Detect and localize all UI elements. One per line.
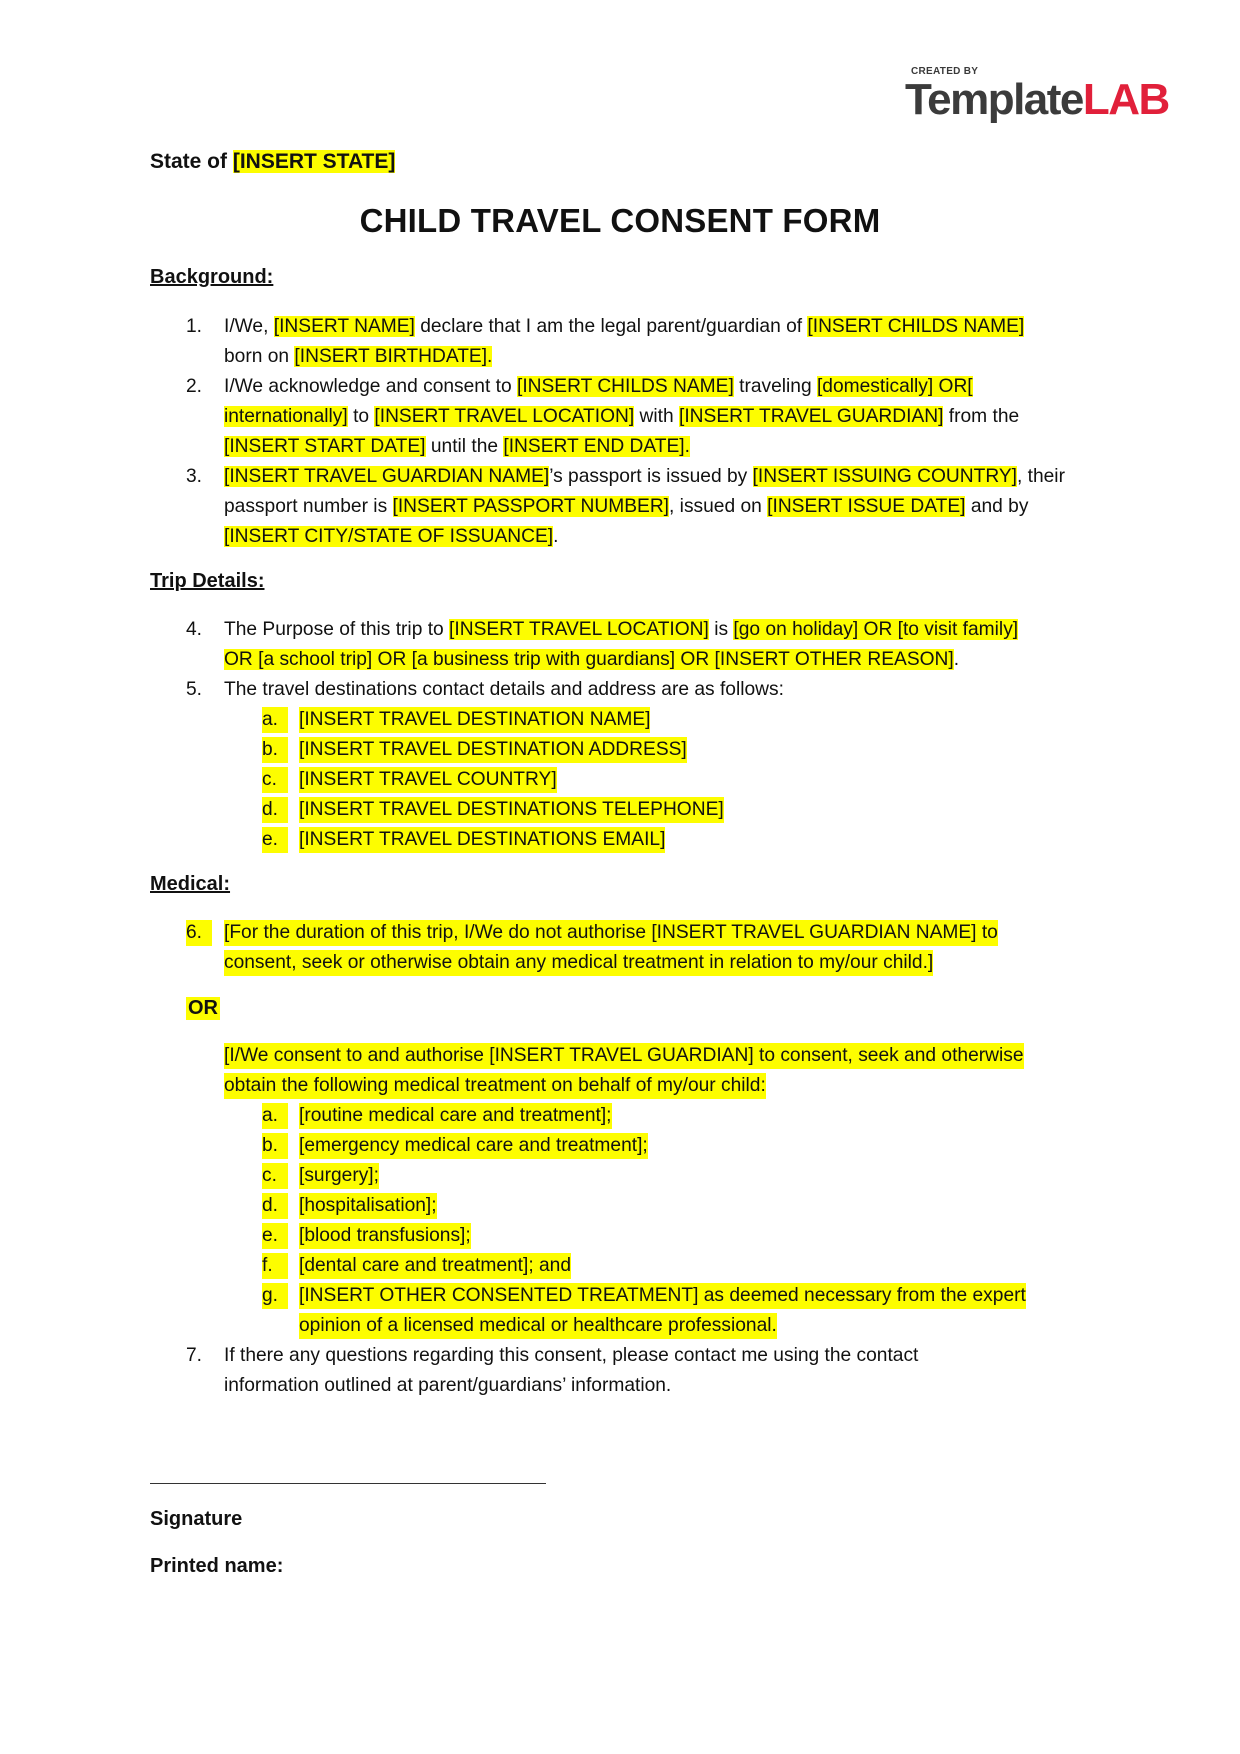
sub-text: [INSERT OTHER CONSENTED TREATMENT] as deemed necessary from the expert (299, 1283, 1026, 1309)
text-run: to (347, 406, 375, 427)
item-text (224, 464, 1065, 490)
placeholder-run: [INSERT TRAVEL LOCATION] (374, 406, 635, 427)
page-title: CHILD TRAVEL CONSENT FORM (359, 202, 881, 239)
placeholder-run: [INSERT NAME] (273, 316, 415, 337)
text-run: declare that I am the legal parent/guardian of (414, 316, 808, 337)
sub-letter: b. (262, 1133, 288, 1159)
item-text (224, 434, 690, 460)
sub-text: [surgery]; (299, 1163, 379, 1189)
heading-trip-details: Trip Details: (150, 570, 265, 592)
placeholder-run: [INSERT ISSUING COUNTRY] (752, 466, 1017, 487)
sub-letter: a. (262, 1103, 288, 1129)
sub-text: [INSERT TRAVEL COUNTRY] (299, 767, 557, 793)
item-text (224, 344, 492, 370)
text-run: born on (224, 346, 295, 367)
sub-text: [blood transfusions]; (299, 1223, 471, 1249)
item-text: obtain the following medical treatment on behalf of my/our child: (224, 1073, 766, 1099)
text-run: until the (425, 436, 504, 457)
sub-text: opinion of a licensed medical or healthcare professional. (299, 1313, 777, 1339)
logo-part-lab: LAB (1082, 75, 1169, 124)
text-run: is (708, 619, 734, 640)
or-separator: OR (188, 997, 218, 1019)
item-text: consent, seek or otherwise obtain any medical treatment in relation to my/our child.] (224, 950, 933, 976)
placeholder-run: [INSERT CHILDS NAME] (516, 376, 734, 397)
item-text: [For the duration of this trip, I/We do not authorise [INSERT TRAVEL GUARDIAN NAME] to (224, 920, 998, 946)
placeholder-run: [INSERT START DATE] (224, 436, 426, 457)
text-run: traveling (733, 376, 817, 397)
sub-text: [emergency medical care and treatment]; (299, 1133, 648, 1159)
placeholder-run: [go on holiday] OR [to visit family] (733, 619, 1019, 640)
logo-part-template: Template (905, 75, 1083, 124)
heading-medical: Medical: (150, 873, 231, 895)
item-number: 5. (186, 679, 203, 700)
logo-created-by: CREATED BY (911, 66, 979, 77)
item-number: 3. (186, 466, 203, 487)
item-text (224, 494, 1028, 520)
placeholder-run: [domestically] OR[ (816, 376, 973, 397)
text-run: , issued on (669, 496, 768, 517)
sub-text: [dental care and treatment]; and (299, 1253, 571, 1279)
placeholder-run: [INSERT TRAVEL GUARDIAN NAME] (224, 466, 550, 487)
placeholder-run: [INSERT TRAVEL LOCATION] (449, 619, 709, 640)
sub-letter: c. (262, 1163, 288, 1189)
placeholder-run: [INSERT CITY/STATE OF ISSUANCE] (224, 526, 554, 547)
sub-letter: c. (262, 767, 288, 793)
sub-letter: d. (262, 797, 288, 823)
templatelab-logo (905, 66, 1205, 128)
item-number: 6. (186, 920, 212, 946)
item-text: information outlined at parent/guardians’ information. (224, 1375, 672, 1396)
text-run: and by (965, 496, 1029, 517)
sub-letter: g. (262, 1283, 288, 1309)
item-number: 2. (186, 376, 203, 397)
item-text (224, 617, 1018, 643)
sub-letter: e. (262, 1223, 288, 1249)
item-text: [I/We consent to and authorise [INSERT TRAVEL GUARDIAN] to consent, seek and otherwise (224, 1043, 1024, 1069)
placeholder-run: [INSERT TRAVEL GUARDIAN] (679, 406, 944, 427)
text-run: . (553, 526, 559, 547)
placeholder-run: [INSERT PASSPORT NUMBER] (392, 496, 670, 517)
sub-text: [INSERT TRAVEL DESTINATION NAME] (299, 707, 650, 733)
heading-background: Background: (150, 266, 274, 288)
item-number: 7. (186, 1345, 203, 1366)
item-text (224, 314, 1024, 340)
signature-line (150, 1483, 546, 1484)
text-run: , their (1016, 466, 1065, 487)
signature-label: Signature (150, 1508, 243, 1530)
sub-text: [INSERT TRAVEL DESTINATION ADDRESS] (299, 737, 687, 763)
item-text (224, 524, 558, 550)
text-run: from the (943, 406, 1020, 427)
item-text (224, 404, 1019, 430)
printed-name-label: Printed name: (150, 1555, 284, 1577)
text-run: The Purpose of this trip to (224, 619, 450, 640)
sub-text: [INSERT TRAVEL DESTINATIONS TELEPHONE] (299, 797, 724, 823)
sub-letter: a. (262, 707, 288, 733)
logo-wordmark (905, 74, 1169, 126)
item-text (224, 374, 973, 400)
placeholder-run: [INSERT END DATE]. (503, 436, 690, 457)
placeholder-run: [INSERT CHILDS NAME] (807, 316, 1025, 337)
text-run: I/We, (224, 316, 274, 337)
placeholder-run: [INSERT BIRTHDATE]. (294, 346, 493, 367)
state-label: State of (150, 150, 233, 173)
text-run: . (953, 649, 960, 670)
sub-text: [INSERT TRAVEL DESTINATIONS EMAIL] (299, 827, 665, 853)
text-run: passport number is (224, 496, 393, 517)
sub-letter: f. (262, 1253, 288, 1279)
item-number: 4. (186, 619, 203, 640)
sub-letter: d. (262, 1193, 288, 1219)
sub-text: [routine medical care and treatment]; (299, 1103, 612, 1129)
placeholder-run: internationally] (224, 406, 348, 427)
sub-letter: b. (262, 737, 288, 763)
text-run: with (634, 406, 680, 427)
text-run: I/We acknowledge and consent to (224, 376, 517, 397)
sub-text: [hospitalisation]; (299, 1193, 437, 1219)
item-number: 1. (186, 316, 203, 337)
placeholder-run: [INSERT ISSUE DATE] (767, 496, 966, 517)
item-text: The travel destinations contact details and address are as follows: (224, 679, 784, 700)
state-line (150, 150, 395, 174)
item-text: If there any questions regarding this consent, please contact me using the contact (224, 1345, 919, 1366)
placeholder-run: OR [a school trip] OR [a business trip with guardians] OR [INSERT OTHER REASON] (224, 649, 954, 670)
item-text (224, 647, 959, 673)
sub-letter: e. (262, 827, 288, 853)
text-run: ’s passport is issued by (549, 466, 753, 487)
state-value: [INSERT STATE] (232, 150, 396, 173)
